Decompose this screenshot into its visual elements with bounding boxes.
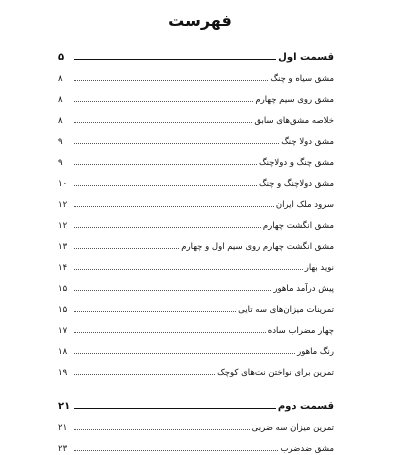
toc-leader xyxy=(74,122,252,123)
toc-entry-page: ۲۱ xyxy=(58,423,68,433)
toc-list xyxy=(58,45,334,455)
toc-leader xyxy=(74,353,295,354)
toc-entry-page: ۹ xyxy=(58,158,63,168)
toc-leader xyxy=(74,101,253,102)
toc-entry-page: ۱۰ xyxy=(58,179,68,189)
toc-section-2 xyxy=(58,394,334,455)
toc-entry-label: مشق دولا چنگ xyxy=(281,137,334,147)
toc-heading-label: قسمت اول xyxy=(278,52,334,63)
toc-entry-page: ۲۳ xyxy=(58,444,68,454)
toc-entry-label: مشق چنگ و دولاچنگ xyxy=(258,158,334,168)
toc-entry-label: تمرینات میزان‌های سه تایی xyxy=(238,305,334,315)
toc-entry-label: چهار مضراب ساده xyxy=(267,326,334,336)
toc-leader xyxy=(74,227,261,228)
toc-section-heading xyxy=(58,45,334,64)
toc-entry xyxy=(58,64,334,85)
toc-entry-label: سرود ملک ایران xyxy=(275,200,334,210)
toc-entry xyxy=(58,316,334,337)
toc-entry-label: مشق سیاه و چنگ xyxy=(270,74,334,84)
toc-entry xyxy=(58,337,334,358)
toc-leader xyxy=(74,332,266,333)
toc-entry-page: ۱۴ xyxy=(58,263,68,273)
toc-entry-label: مشق دولاچنگ و چنگ xyxy=(258,179,334,189)
toc-entry-label: تمرین میزان سه ضربی xyxy=(251,423,334,433)
toc-entry xyxy=(58,106,334,127)
toc-heading-page: ۲۱ xyxy=(58,401,71,412)
toc-entry-page: ۱۸ xyxy=(58,347,68,357)
toc-entry-label: رنگ ماهور xyxy=(297,347,334,357)
toc-entry xyxy=(58,413,334,434)
toc-leader xyxy=(74,408,276,409)
toc-heading-label: قسمت دوم xyxy=(277,401,334,412)
toc-leader xyxy=(74,429,250,430)
toc-leader xyxy=(74,185,257,186)
toc-entry-label: پیش درآمد ماهور xyxy=(273,284,334,294)
toc-section-1 xyxy=(58,45,334,379)
toc-entry-page: ۱۵ xyxy=(58,284,68,294)
toc-leader xyxy=(74,374,215,375)
toc-entry xyxy=(58,434,334,455)
toc-leader xyxy=(74,206,274,207)
toc-heading-page: ۵ xyxy=(58,52,65,63)
toc-entry xyxy=(58,211,334,232)
toc-leader xyxy=(74,311,236,312)
toc-entry xyxy=(58,190,334,211)
toc-entry-label: مشق انگشت چهارم xyxy=(262,221,334,231)
toc-entry-page: ۱۲ xyxy=(58,200,68,210)
toc-entry-page: ۹ xyxy=(58,137,63,147)
toc-entry-page: ۱۵ xyxy=(58,305,68,315)
toc-entry xyxy=(58,127,334,148)
toc-entry-label: مشق روی سیم چهارم xyxy=(255,95,334,105)
toc-entry-label: مشق ضدضرب xyxy=(280,444,334,454)
toc-entry-page: ۸ xyxy=(58,95,63,105)
toc-leader xyxy=(74,269,303,270)
toc-section-heading xyxy=(58,394,334,413)
toc-leader xyxy=(74,164,257,165)
toc-leader xyxy=(74,450,278,451)
toc-entry xyxy=(58,148,334,169)
toc-entry-page: ۸ xyxy=(58,116,63,126)
toc-entry xyxy=(58,232,334,253)
toc-entry-page: ۸ xyxy=(58,74,63,84)
page-title: فهرست xyxy=(168,11,232,30)
toc-leader xyxy=(74,59,276,60)
toc-entry-label: خلاصه مشق‌های سابق xyxy=(254,116,334,126)
toc-entry-page: ۱۲ xyxy=(58,221,68,231)
toc-entry xyxy=(58,169,334,190)
toc-leader xyxy=(74,290,271,291)
toc-entry xyxy=(58,274,334,295)
toc-entry-page: ۱۳ xyxy=(58,242,68,252)
toc-entry xyxy=(58,295,334,316)
toc-entry-label: مشق انگشت چهارم روی سیم اول و چهارم xyxy=(181,242,334,252)
toc-entry-page: ۱۷ xyxy=(58,326,68,336)
toc-entry xyxy=(58,358,334,379)
toc-leader xyxy=(74,143,279,144)
toc-entry xyxy=(58,253,334,274)
toc-leader xyxy=(74,248,179,249)
toc-leader xyxy=(74,80,268,81)
toc-entry-label: تمرین برای نواختن نت‌های کوچک xyxy=(217,368,334,378)
toc-entry xyxy=(58,85,334,106)
toc-entry-label: نوید بهار xyxy=(304,263,334,273)
toc-entry-page: ۱۹ xyxy=(58,368,68,378)
